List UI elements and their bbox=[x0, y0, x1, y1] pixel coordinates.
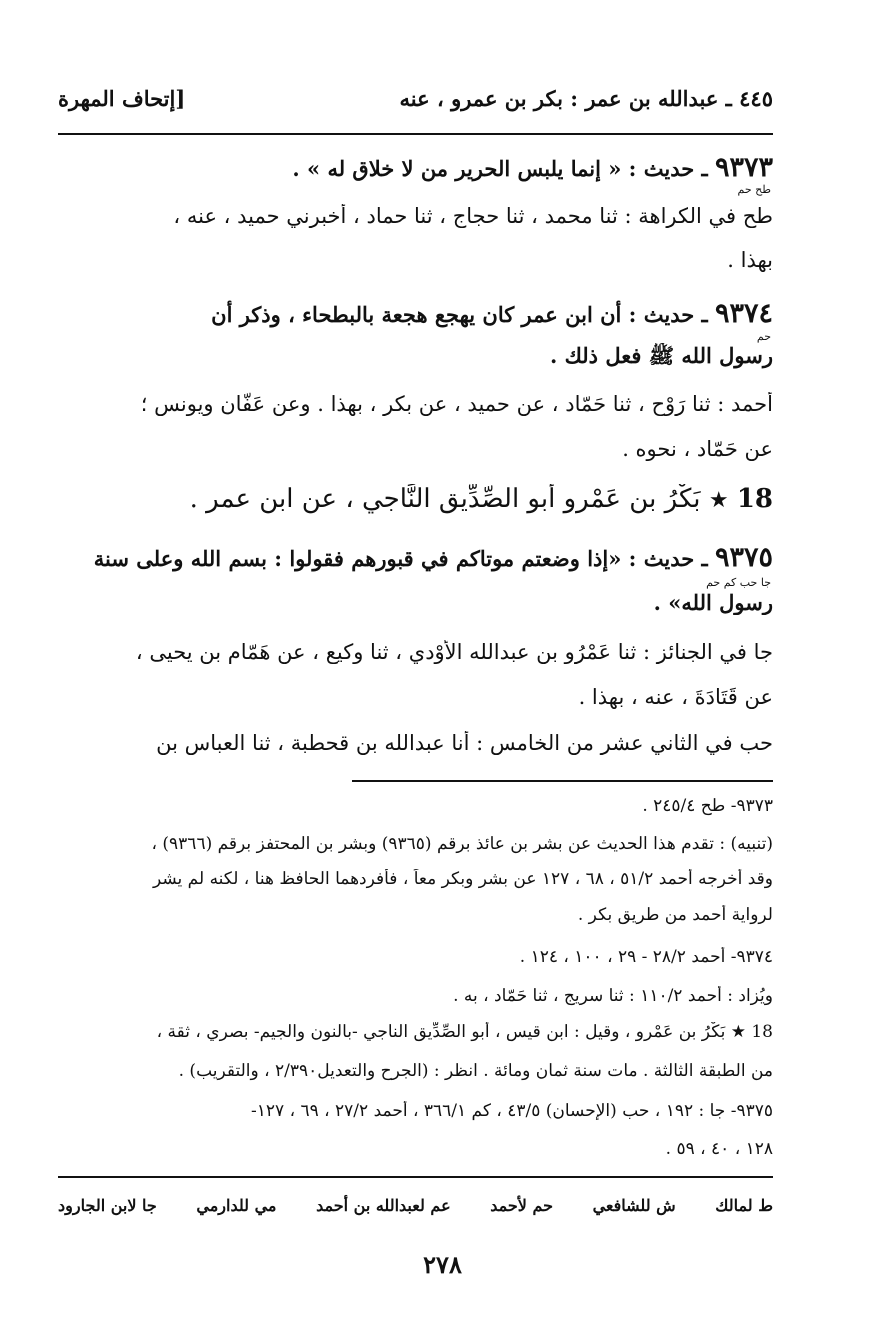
hadith-label: ـ حديث : bbox=[628, 302, 708, 327]
footnote-line: لرواية أحمد من طريق بكر . bbox=[577, 905, 773, 925]
footnote-line: من الطبقة الثالثة . مات سنة ثمان ومائة . انظر : (الجرح والتعديل٢/٣٩٠ ، والتقريب) . bbox=[178, 1061, 773, 1081]
hadith-text: « إنما يلبس الحرير من لا خلاق له » . bbox=[292, 156, 622, 181]
footnote-line: ١٢٨ ، ٤٠ ، ٥٩ . bbox=[665, 1139, 773, 1159]
narrator-bio-heading bbox=[60, 484, 773, 514]
hadith-9374-isnad-line-1: أحمد : ثنا رَوْح ، ثنا حَمّاد ، عن حميد ، عن بكر ، بهذا . وعن عَفّان ويونس ؛ bbox=[140, 392, 773, 416]
hadith-9373-heading bbox=[60, 152, 773, 183]
hadith-9375-text-line-2: رسول الله» . bbox=[653, 590, 773, 615]
hadith-text: «إذا وضعتم موتاكم في قبورهم فقولوا : بسم الله وعلى سنة bbox=[93, 546, 622, 571]
abbreviation: عم لعبدالله بن أحمد bbox=[316, 1196, 451, 1215]
star-icon: ★ bbox=[708, 488, 729, 513]
abbreviations-rule bbox=[58, 1176, 773, 1178]
abbreviation: ط لمالك bbox=[715, 1196, 773, 1215]
footnote-line: (تنبيه) : تقدم هذا الحديث عن بشر بن عائذ برقم (٩٣٦٥) وبشر بن المحتفز برقم (٩٣٦٦) ، bbox=[151, 834, 773, 854]
hadith-9375-isnad-line-2: عن قَتَادَةَ ، عنه ، بهذا . bbox=[578, 685, 773, 709]
hadith-9373-isnad-line-1: طح في الكراهة : ثنا محمد ، ثنا حجاج ، ثنا حماد ، أخبرني حميد ، عنه ، bbox=[173, 204, 773, 228]
abbreviation: ش للشافعي bbox=[592, 1196, 676, 1215]
hadith-text: أن ابن عمر كان يهجع هجعة بالبطحاء ، وذكر أن bbox=[211, 302, 622, 327]
abbreviations-key bbox=[58, 1196, 773, 1215]
hadith-9373-isnad-line-2: بهذا . bbox=[727, 248, 773, 272]
hadith-9375-sigla: جا حب كم حم bbox=[706, 576, 771, 589]
running-header bbox=[58, 86, 773, 126]
hadith-9374-isnad-line-2: عن حَمّاد ، نحوه . bbox=[622, 437, 773, 461]
footnote-line: ٩٣٧٥- جا : ١٩٢ ، حب (الإحسان) ٤٣/٥ ، كم ٣٦٦/١ ، أحمد ٢٧/٢ ، ٦٩ ، ١٢٧- bbox=[251, 1101, 773, 1121]
hadith-number: ٩٣٧٤ bbox=[714, 298, 773, 329]
abbreviation: جا لابن الجارود bbox=[58, 1196, 157, 1215]
hadith-9374-text-line-2: رسول الله ﷺ فعل ذلك . bbox=[549, 343, 773, 368]
page-number: ٢٧٨ bbox=[423, 1250, 462, 1279]
hadith-9375-isnad-line-3: حب في الثاني عشر من الخامس : أنا عبدالله بن قحطبة ، ثنا العباس بن bbox=[156, 731, 773, 755]
hadith-9375-isnad-line-1: جا في الجنائز : ثنا عَمْرُو بن عبدالله الأَوْدي ، ثنا وكيع ، عن هَمّام بن يحيى ، bbox=[135, 640, 773, 664]
header-book-title: [إتحاف المهرة bbox=[58, 86, 186, 111]
hadith-9374-sigla: حم bbox=[756, 330, 771, 343]
hadith-9375-heading bbox=[60, 542, 773, 573]
hadith-9373-sigla: طح حم bbox=[737, 183, 771, 196]
hadith-label: ـ حديث : bbox=[628, 156, 708, 181]
footnote-line: وقد أخرجه أحمد ٥١/٢ ، ٦٨ ، ١٢٧ عن بشر وبكر معاً ، فأفردهما الحافظ هنا ، لكنه لم يشر bbox=[152, 869, 773, 889]
bio-number: 18 bbox=[736, 484, 773, 514]
footnote-line: 18 ★ بَكْرُ بن عَمْرو ، وقيل : ابن قيس ، أبو الصِّدِّيق الناجي -بالنون والجيم- بصري ، ثقة ، bbox=[156, 1022, 773, 1042]
hadith-9374-heading bbox=[60, 298, 773, 329]
footnote-line: ٩٣٧٤- أحمد ٢٨/٢ - ٢٩ ، ١٠٠ ، ١٢٤ . bbox=[519, 947, 773, 967]
footnote-line: ويُزاد : أحمد ١١٠/٢ : ثنا سريج ، ثنا حَمّاد ، به . bbox=[453, 986, 773, 1006]
header-chapter-title: ٤٤٥ ـ عبدالله بن عمر : بكر بن عمرو ، عنه bbox=[399, 86, 773, 111]
hadith-label: ـ حديث : bbox=[628, 546, 708, 571]
abbreviation: مي للدارمي bbox=[196, 1196, 277, 1215]
abbreviation: حم لأحمد bbox=[490, 1196, 553, 1215]
footnote-rule bbox=[352, 780, 773, 782]
hadith-number: ٩٣٧٣ bbox=[714, 152, 773, 183]
hadith-number: ٩٣٧٥ bbox=[714, 542, 773, 573]
footnote-line: ٩٣٧٣- طح ٢٤٥/٤ . bbox=[642, 796, 773, 816]
header-rule bbox=[58, 133, 773, 135]
bio-text: بَكْرُ بن عَمْرو أبو الصِّدِّيقِ النَّاجي ، عن ابن عمر . bbox=[189, 484, 701, 514]
